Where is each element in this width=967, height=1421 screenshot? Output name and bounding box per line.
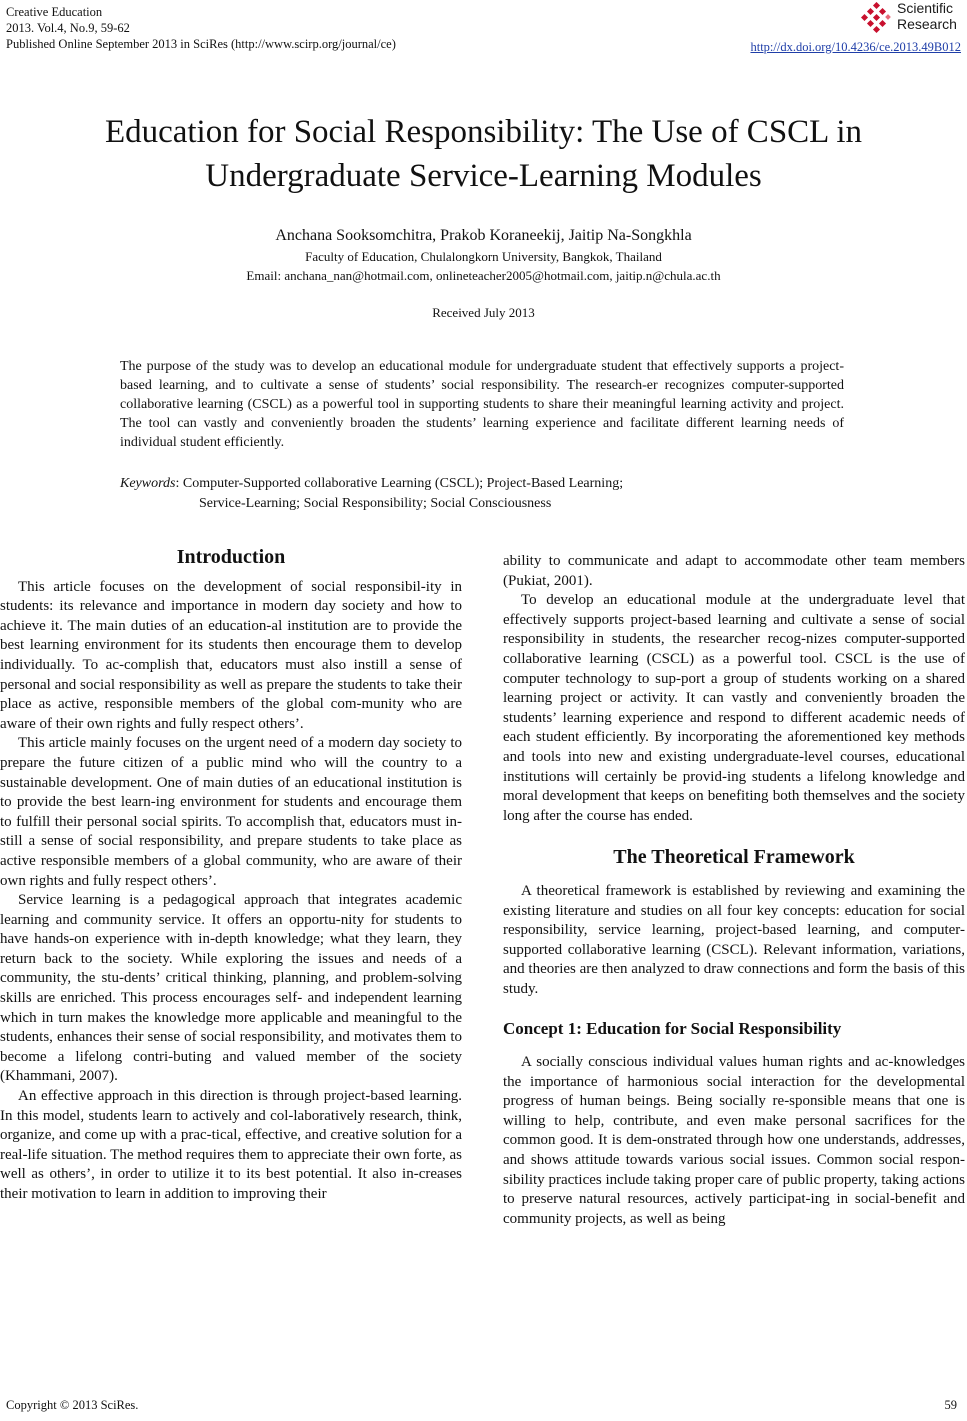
- paragraph: ability to communicate and adapt to accommodate other team members (Pukiat, 2001).: [503, 553, 965, 589]
- author-emails: Email: anchana_nan@hotmail.com, onlineteacher2005@hotmail.com, jaitip.n@chula.ac.th: [246, 268, 721, 283]
- section-heading-theoretical-framework: The Theoretical Framework: [613, 846, 855, 869]
- diamond-logo-icon: [861, 2, 895, 36]
- authors: Anchana Sooksomchitra, Prakob Koraneekij, Jaitip Na-Songkhla: [275, 227, 692, 244]
- page-number: 59: [944, 1398, 957, 1412]
- affiliation: Faculty of Education, Chulalongkorn University, Bangkok, Thailand: [305, 249, 662, 264]
- keywords-line-1: Computer-Supported collaborative Learning (CSCL); Project-Based Learning;: [182, 476, 624, 491]
- keywords-block: Keywords: Computer-Supported collaborative Learning (CSCL); Project-Based Learning; Service-Learning; Social Responsibility; Social Consciousness: [120, 474, 844, 514]
- paragraph: This article mainly focuses on the urgent need of a modern day society to prepare the future citizen of a public mind who will the country to a sustainable development. One of main duties of an educational institution is to provide the best learn-ing environment for students and encourage them to fulfill their personal social spirits. To accomplish that, educators must in-still a sense of social responsibility, and prepare students to take place as active responsible members of a global community, who are aware of their own rights and fully respect others’.: [0, 735, 462, 889]
- keywords-label: Keywords: [120, 476, 176, 491]
- section-heading-introduction: Introduction: [176, 546, 286, 568]
- logo-text-line2: Research: [897, 16, 957, 32]
- doi-link[interactable]: http://dx.doi.org/10.4236/ce.2013.49B012: [750, 40, 961, 54]
- paper-title: [0, 110, 967, 198]
- journal-volume: 2013. Vol.4, No.9, 59-62: [6, 21, 130, 35]
- title-line-1: Education for Social Responsibility: The Use of CSCL in: [104, 114, 863, 150]
- subsection-heading-concept-1: Concept 1: Education for Social Responsibility: [503, 1019, 842, 1039]
- running-header: [6, 4, 396, 52]
- paragraph: A theoretical framework is established by reviewing and examining the existing literature and studies on all four key concepts: education for social responsibility, service learning, project-based learning, and computer-supported collaborative learning (CSCL). Relevant information, variations, and theories are then analyzed to draw connections and form the basis of this study.: [503, 882, 965, 997]
- copyright-notice: Copyright © 2013 SciRes.: [6, 1398, 139, 1412]
- paragraph: To develop an educational module at the undergraduate level that effectively supports project-based learning and cultivate a sense of social responsibility in students, the researcher recog-nizes computer-supported collaborative learning (CSCL) as a powerful tool. CSCL is the use of computer technology to sup-port a group of students working on a shared learning project or activity. It can vastly and conveniently broaden the students’ learning experience and respond to different academic needs of each student efficiently. By incorporating the aforementioned key methods and tools into new and existing undergraduate-level courses, educational institutions will certainly be provid-ing students a lifelong knowledge and moral development that keeps on benefiting both themselves and the society long after the course has ended.: [503, 592, 965, 824]
- logo-text-line1: Scientific: [897, 0, 954, 16]
- paragraph: An effective approach in this direction is through project-based learning. In this model, students learn to actively and col-laboratively research, think, organize, and come up with a prac-tical, effective, and creative solution for a real-life situation. The method requires them to appreciate their own forte, as well as others’, in order to utilize it to its best potential. It also in-creases their motivation to learn in addition to improving their: [0, 1088, 462, 1202]
- publication-info: Published Online September 2013 in SciRes (http://www.scirp.org/journal/ce): [6, 37, 396, 51]
- keywords-line-2: Service-Learning; Social Responsibility; Social Consciousness: [199, 496, 552, 511]
- journal-name: Creative Education: [6, 5, 103, 19]
- abstract: The purpose of the study was to develop an educational module for undergraduate student that effectively supports a project-based learning, and to cultivate a sense of students’ social responsibility. The research-er recognizes computer-supported collaborative learning (CSCL) as a powerful tool in supporting students to share their meaningful learning activity and project. The tool can vastly and conveniently broaden the students’ learning experience and facilitate different learning needs of individual student efficiently.: [120, 359, 844, 450]
- paragraph: A socially conscious individual values human rights and ac-knowledges the importance of harmonious social interaction for the developmental progress of human beings. Being socially re-sponsible means that one is willing to help, contribute, and even make personal sacrifices for the common good. It is dem-onstrated through how one understands, addresses, and shows attitude towards various social issues. Common social respon-sibility practices include taking proper care of public property, taking actions to preserve natural resources, actively participat-ing in social-benefit and community projects, as well as being: [503, 1054, 965, 1227]
- received-date: Received July 2013: [432, 305, 535, 320]
- left-column-content: [0, 548, 462, 1205]
- publisher-logo: [861, 0, 961, 38]
- right-column-content: [503, 552, 965, 1229]
- title-line-2: Undergraduate Service-Learning Modules: [205, 158, 762, 194]
- paragraph: This article focuses on the development of social responsibil-ity in students: its relevance and importance in modern day society and how to achieve it. The main duties of an education-al institution are to provide the best learning environment for its students then encourage them to develop individually. To ac-complish that, educators must also instill a sense of personal and social responsibility as well as prepare the students to take their place as active, responsible members of the global com-munity who are aware of their own rights and fully respect others’.: [0, 578, 462, 732]
- paragraph: Service learning is a pedagogical approach that integrates academic learning and community service. It offers an opportu-nity for students to have hands-on experience with in-depth knowledge; what they learn, they return back to the society. While exploring the issues and needs of a community, the stu-dents’ critical thinking, planning, and problem-solving skills are enriched. This process encourages self- and independent learning which in turn makes the knowledge more applicable and meaningful to the students, enhances their sense of social responsibility, and motivates them to become a lifelong contri-buting and valued member of the society (Khammani, 2007).: [0, 892, 462, 1085]
